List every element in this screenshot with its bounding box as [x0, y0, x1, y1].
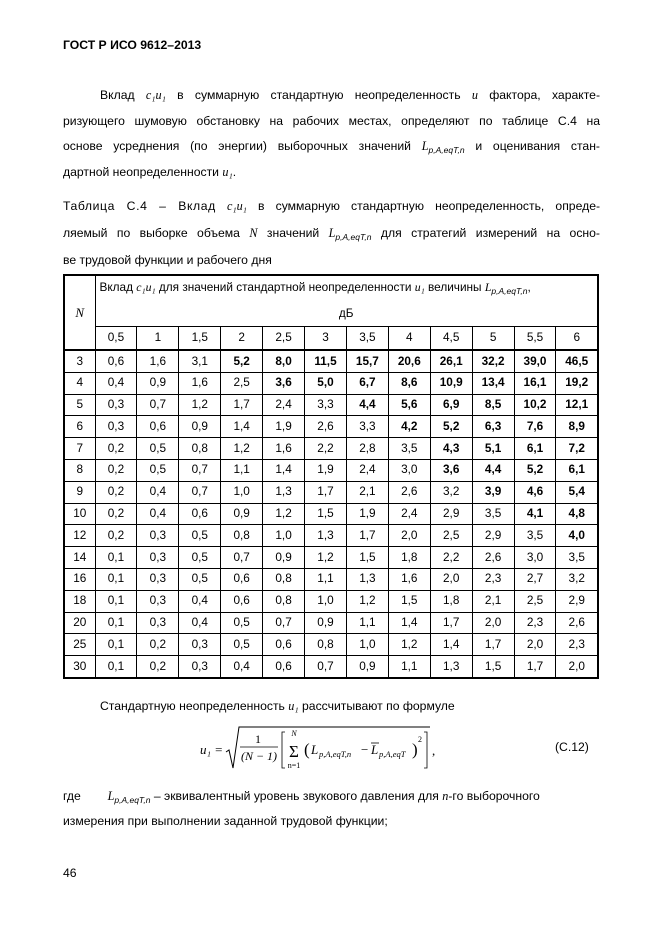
table-cell: 3,1: [179, 350, 221, 372]
table-cell: 0,3: [137, 590, 179, 612]
table-cell: 1,5: [346, 547, 388, 569]
row-n-cell: 25: [64, 634, 95, 656]
table-cell: 10,2: [514, 394, 556, 416]
text: – эквивалентный уровень звукового давления для: [153, 789, 439, 803]
table-cell: 6,3: [472, 416, 514, 438]
table-cell: 0,2: [95, 459, 137, 481]
table-cell: 46,5: [556, 350, 598, 372]
right-paren: ): [412, 740, 418, 759]
table-row: [64, 634, 598, 656]
column-header: 1: [137, 327, 179, 351]
table-cell: 0,1: [95, 634, 137, 656]
table-cell: 3,3: [346, 416, 388, 438]
table-cell: 0,9: [221, 503, 263, 525]
table-cell: 0,3: [137, 525, 179, 547]
table-cell: 2,9: [556, 590, 598, 612]
table-cell: 5,4: [556, 481, 598, 503]
table-cell: 8,6: [388, 372, 430, 394]
document-header: ГОСТ Р ИСО 9612–2013: [63, 38, 202, 52]
table-cell: 1,6: [263, 438, 305, 460]
table-cell: 1,7: [472, 634, 514, 656]
table-cell: 3,2: [430, 481, 472, 503]
table-cell: 39,0: [514, 350, 556, 372]
table-cell: 0,4: [221, 656, 263, 678]
row-n-cell: 9: [64, 481, 95, 503]
column-header: 3,5: [346, 327, 388, 351]
table-header-row: [64, 275, 598, 327]
symbol-c1u1: c₁u₁: [145, 88, 166, 102]
text: для стратегий измерений на осно-: [380, 226, 600, 240]
table-cell: 3,5: [514, 525, 556, 547]
table-cell: 0,9: [137, 372, 179, 394]
table-cell: 8,5: [472, 394, 514, 416]
text: значений: [266, 226, 320, 240]
symbol-N: N: [249, 226, 258, 240]
table-row: [64, 547, 598, 569]
table-cell: 0,4: [95, 372, 137, 394]
where-line: [63, 789, 600, 805]
fraction-denominator: (N − 1): [240, 749, 278, 763]
table-row: [64, 525, 598, 547]
sum-upper-limit: N: [291, 729, 297, 738]
table-row: [64, 438, 598, 460]
table-row: [64, 416, 598, 438]
table-cell: 0,4: [137, 503, 179, 525]
table-cell: 4,8: [556, 503, 598, 525]
text: Вклад: [100, 88, 135, 102]
row-n-cell: 14: [64, 547, 95, 569]
table-cell: 3,6: [263, 372, 305, 394]
column-header: 2: [221, 327, 263, 351]
formula-c12: [198, 724, 438, 779]
table-cell: 5,2: [221, 350, 263, 372]
table-cell: 0,7: [179, 481, 221, 503]
table-cell: 1,3: [430, 656, 472, 678]
table-cell: 0,1: [95, 612, 137, 634]
table-cell: 0,6: [221, 590, 263, 612]
unit-label: дБ: [338, 305, 354, 320]
table-cell: 1,7: [514, 656, 556, 678]
table-row: [64, 503, 598, 525]
column-header-row: [64, 327, 598, 351]
table-cell: 0,6: [221, 568, 263, 590]
table-cell: 1,7: [221, 394, 263, 416]
table-cell: 1,7: [305, 481, 347, 503]
table-cell: 0,2: [137, 656, 179, 678]
table-cell: 0,7: [263, 612, 305, 634]
table-cell: 2,4: [388, 503, 430, 525]
table-cell: 6,1: [514, 438, 556, 460]
table-cell: 2,8: [346, 438, 388, 460]
table-cell: 2,5: [430, 525, 472, 547]
row-n-cell: 10: [64, 503, 95, 525]
table-cell: 2,4: [346, 459, 388, 481]
table-cell: 0,5: [221, 612, 263, 634]
table-row: [64, 612, 598, 634]
table-cell: 0,3: [137, 547, 179, 569]
minus-sign: −: [361, 742, 369, 757]
text: Вклад: [99, 280, 133, 294]
table-cell: 7,6: [514, 416, 556, 438]
table-cell: 0,2: [137, 634, 179, 656]
table-cell: 1,2: [221, 438, 263, 460]
table-row: [64, 372, 598, 394]
column-header: 3: [305, 327, 347, 351]
table-caption-line: ве трудовой функции и рабочего дня: [63, 253, 272, 267]
paragraph-line: [63, 88, 600, 103]
formula-graphic: [198, 724, 438, 776]
table-cell: 1,6: [388, 568, 430, 590]
table-cell: 0,5: [137, 459, 179, 481]
table-cell: 1,2: [346, 590, 388, 612]
table-cell: 0,7: [137, 394, 179, 416]
table-cell: 1,1: [305, 568, 347, 590]
table-cell: 1,5: [305, 503, 347, 525]
table-cell: 1,2: [179, 394, 221, 416]
formula-comma: ,: [432, 743, 436, 758]
table-cell: 0,6: [95, 350, 137, 372]
table-cell: 1,3: [346, 568, 388, 590]
column-header: 5: [472, 327, 514, 351]
symbol-L-subscript: p,A,eqT,n: [491, 286, 528, 296]
table-cell: 2,9: [430, 503, 472, 525]
table-cell: 2,3: [556, 634, 598, 656]
table-cell: 1,9: [305, 459, 347, 481]
table-cell: 2,5: [514, 590, 556, 612]
table-cell: 0,2: [95, 438, 137, 460]
row-n-cell: 30: [64, 656, 95, 678]
table-row: [64, 481, 598, 503]
table-cell: 1,4: [388, 612, 430, 634]
n-column-header: N: [64, 275, 95, 350]
table-cell: 8,9: [556, 416, 598, 438]
table-cell: 0,9: [346, 656, 388, 678]
power-exponent: 2: [418, 735, 422, 744]
where-label: где: [63, 789, 81, 803]
text: рассчитывают по формуле: [302, 699, 455, 713]
table-cell: 1,0: [221, 481, 263, 503]
column-header: 4,5: [430, 327, 472, 351]
table-cell: 1,0: [346, 634, 388, 656]
symbol-n: n: [442, 789, 449, 803]
table-row: [64, 394, 598, 416]
table-cell: 0,8: [221, 525, 263, 547]
table-cell: 2,7: [514, 568, 556, 590]
table-cell: 3,6: [430, 459, 472, 481]
table-row: [64, 568, 598, 590]
data-table: [63, 274, 599, 679]
table-cell: 16,1: [514, 372, 556, 394]
table-cell: 1,9: [346, 503, 388, 525]
table-cell: 6,9: [430, 394, 472, 416]
table-cell: 0,2: [95, 481, 137, 503]
table-cell: 3,5: [472, 503, 514, 525]
table-cell: 0,7: [221, 547, 263, 569]
text: .: [232, 165, 237, 179]
table-cell: 2,1: [346, 481, 388, 503]
table-row: [64, 656, 598, 678]
table-cell: 0,6: [179, 503, 221, 525]
table-cell: 0,9: [305, 612, 347, 634]
table-cell: 5,2: [514, 459, 556, 481]
column-header: 4: [388, 327, 430, 351]
symbol-L: L: [421, 139, 429, 153]
table-cell: 1,1: [221, 459, 263, 481]
table-cell: 1,7: [430, 612, 472, 634]
text: Стандартную неопределенность: [100, 699, 285, 713]
table-cell: 0,8: [179, 438, 221, 460]
sum-sign: Σ: [289, 742, 299, 761]
row-n-cell: 6: [64, 416, 95, 438]
row-n-cell: 3: [64, 350, 95, 372]
table-cell: 2,2: [305, 438, 347, 460]
table-cell: 0,4: [137, 481, 179, 503]
table-cell: 1,7: [346, 525, 388, 547]
sum-lower-limit: n=1: [287, 761, 301, 770]
table-cell: 6,1: [556, 459, 598, 481]
table-cell: 3,0: [514, 547, 556, 569]
table-cell: 0,8: [305, 634, 347, 656]
table-row: [64, 590, 598, 612]
row-n-cell: 18: [64, 590, 95, 612]
paragraph-line: ризующего шумовую обстановку на рабочих местах, определяют по таблице С.4 на: [63, 114, 600, 128]
text: ляемый по выборке объема: [63, 226, 240, 240]
table-cell: 1,5: [472, 656, 514, 678]
table-cell: 4,4: [346, 394, 388, 416]
symbol-u1: u₁: [288, 699, 299, 713]
table-cell: 4,6: [514, 481, 556, 503]
table-cell: 2,0: [514, 634, 556, 656]
table-cell: 0,9: [179, 416, 221, 438]
text: дартной неопределенности: [63, 165, 219, 179]
table-cell: 1,2: [305, 547, 347, 569]
table-cell: 0,4: [179, 590, 221, 612]
symbol-u: u: [471, 88, 478, 102]
table-cell: 2,6: [305, 416, 347, 438]
table-cell: 0,6: [263, 656, 305, 678]
page-number: 46: [63, 866, 77, 880]
table-cell: 3,5: [388, 438, 430, 460]
symbol-c1u1: c₁u₁: [136, 280, 156, 294]
table-cell: 8,0: [263, 350, 305, 372]
term2-subscript: p,A,eqT: [379, 749, 406, 759]
table-cell: 1,9: [263, 416, 305, 438]
table-cell: 10,9: [430, 372, 472, 394]
table-cell: 0,1: [95, 547, 137, 569]
table-cell: 3,5: [556, 547, 598, 569]
symbol-L: L: [107, 789, 115, 803]
table-cell: 2,0: [556, 656, 598, 678]
table-cell: 7,2: [556, 438, 598, 460]
fraction-numerator: 1: [255, 732, 261, 746]
table-cell: 19,2: [556, 372, 598, 394]
table-cell: 0,3: [179, 634, 221, 656]
table-cell: 4,3: [430, 438, 472, 460]
table-row: [64, 350, 598, 372]
column-header: 0,5: [95, 327, 137, 351]
text: -го выборочного: [448, 789, 540, 803]
where-line: измерения при выполнении заданной трудовой функции;: [63, 814, 388, 828]
row-n-cell: 7: [64, 438, 95, 460]
table-cell: 0,7: [179, 459, 221, 481]
table-cell: 0,5: [137, 438, 179, 460]
text: величины: [428, 280, 482, 294]
symbol-L-subscript: p,A,eqT,n: [335, 232, 372, 242]
column-header: 5,5: [514, 327, 556, 351]
table-cell: 0,6: [137, 416, 179, 438]
table-cell: 0,5: [179, 547, 221, 569]
table-cell: 26,1: [430, 350, 472, 372]
symbol-u1: u₁: [222, 165, 233, 179]
text: для значений стандартной неопределенности: [158, 280, 412, 294]
row-n-cell: 20: [64, 612, 95, 634]
table-cell: 2,0: [472, 612, 514, 634]
table-caption-line: [63, 226, 600, 242]
table-cell: 0,2: [95, 503, 137, 525]
table-cell: 1,1: [388, 656, 430, 678]
symbol-L: L: [328, 226, 336, 240]
text: Таблица С.4 – Вклад: [63, 199, 216, 213]
table-cell: 1,3: [305, 525, 347, 547]
table-cell: 1,4: [430, 634, 472, 656]
table-cell: 2,5: [221, 372, 263, 394]
table-cell: 11,5: [305, 350, 347, 372]
table-cell: 13,4: [472, 372, 514, 394]
table-cell: 0,5: [221, 634, 263, 656]
table-cell: 2,3: [472, 568, 514, 590]
table-cell: 32,2: [472, 350, 514, 372]
left-paren: (: [304, 740, 310, 759]
row-n-cell: 4: [64, 372, 95, 394]
column-header: 2,5: [263, 327, 305, 351]
text: основе усреднения (по энергии) выборочных значений: [63, 139, 411, 153]
table-cell: 1,4: [263, 459, 305, 481]
table-cell: 1,2: [388, 634, 430, 656]
column-header: 6: [556, 327, 598, 351]
table-cell: 1,8: [430, 590, 472, 612]
table-cell: 15,7: [346, 350, 388, 372]
table-cell: 0,7: [305, 656, 347, 678]
table-cell: 3,3: [305, 394, 347, 416]
term1-subscript: p,A,eqT,n: [319, 749, 352, 759]
table-cell: 1,0: [263, 525, 305, 547]
formula-lhs: u₁ =: [200, 742, 224, 757]
table-header-cell: [95, 275, 598, 327]
table-cell: 4,2: [388, 416, 430, 438]
text: фактора, характе-: [489, 88, 601, 102]
right-bracket: [424, 732, 427, 768]
table-cell: 12,1: [556, 394, 598, 416]
table-cell: 4,0: [556, 525, 598, 547]
table-cell: 5,0: [305, 372, 347, 394]
text: в суммарную стандартную неопределенность: [177, 88, 461, 102]
table-cell: 0,4: [179, 612, 221, 634]
paragraph-line: [63, 165, 600, 180]
table-cell: 2,2: [430, 547, 472, 569]
left-bracket: [282, 732, 285, 768]
text: ,: [527, 280, 531, 294]
column-header: 1,5: [179, 327, 221, 351]
symbol-L-subscript: p,A,eqT,n: [428, 145, 465, 155]
table-cell: 1,1: [346, 612, 388, 634]
symbol-L-subscript: p,A,eqT,n: [114, 795, 151, 805]
table-cell: 2,0: [388, 525, 430, 547]
table-cell: 1,0: [305, 590, 347, 612]
table-cell: 6,7: [346, 372, 388, 394]
symbol-L: L: [484, 280, 492, 294]
table-cell: 4,4: [472, 459, 514, 481]
table-cell: 0,5: [179, 525, 221, 547]
table-cell: 0,3: [137, 568, 179, 590]
table-cell: 1,8: [388, 547, 430, 569]
table-cell: 2,0: [430, 568, 472, 590]
table-cell: 0,1: [95, 568, 137, 590]
table-cell: 4,1: [514, 503, 556, 525]
table-cell: 2,1: [472, 590, 514, 612]
table-cell: 2,6: [388, 481, 430, 503]
table-cell: 5,6: [388, 394, 430, 416]
table-cell: 20,6: [388, 350, 430, 372]
term2-symbol: L: [371, 742, 379, 757]
table-row: [64, 459, 598, 481]
table-cell: 1,4: [221, 416, 263, 438]
table-cell: 0,3: [137, 612, 179, 634]
table-cell: 0,8: [263, 568, 305, 590]
table-cell: 2,6: [472, 547, 514, 569]
table-cell: 2,4: [263, 394, 305, 416]
table-caption-line: [63, 199, 600, 214]
text: в суммарную стандартную неопределенность, опреде-: [258, 199, 601, 213]
term1-symbol: L: [311, 742, 319, 757]
table-cell: 0,2: [95, 525, 137, 547]
table-cell: 3,2: [556, 568, 598, 590]
symbol-c1u1: c₁u₁: [226, 199, 247, 213]
table-cell: 0,9: [263, 547, 305, 569]
table-cell: 0,6: [263, 634, 305, 656]
table-cell: 5,1: [472, 438, 514, 460]
table-cell: 0,3: [95, 394, 137, 416]
row-n-cell: 16: [64, 568, 95, 590]
table-cell: 0,1: [95, 590, 137, 612]
equation-number: (С.12): [555, 740, 589, 754]
table-cell: 0,3: [95, 416, 137, 438]
table-cell: 0,5: [179, 568, 221, 590]
text: и оценивания стан-: [475, 139, 600, 153]
formula-intro: [100, 699, 455, 714]
table-cell: 1,5: [388, 590, 430, 612]
table-cell: 5,2: [430, 416, 472, 438]
table-cell: 0,1: [95, 656, 137, 678]
table-cell: 0,3: [179, 656, 221, 678]
table-cell: 1,2: [263, 503, 305, 525]
table-cell: 2,9: [472, 525, 514, 547]
table-cell: 2,3: [514, 612, 556, 634]
row-n-cell: 5: [64, 394, 95, 416]
table-cell: 1,6: [179, 372, 221, 394]
table-cell: 3,9: [472, 481, 514, 503]
table-cell: 0,8: [263, 590, 305, 612]
row-n-cell: 8: [64, 459, 95, 481]
table-cell: 3,0: [388, 459, 430, 481]
symbol-u1: u₁: [414, 280, 425, 294]
row-n-cell: 12: [64, 525, 95, 547]
table-cell: 1,6: [137, 350, 179, 372]
table-cell: 1,3: [263, 481, 305, 503]
table-cell: 2,6: [556, 612, 598, 634]
paragraph-line: [63, 139, 600, 155]
